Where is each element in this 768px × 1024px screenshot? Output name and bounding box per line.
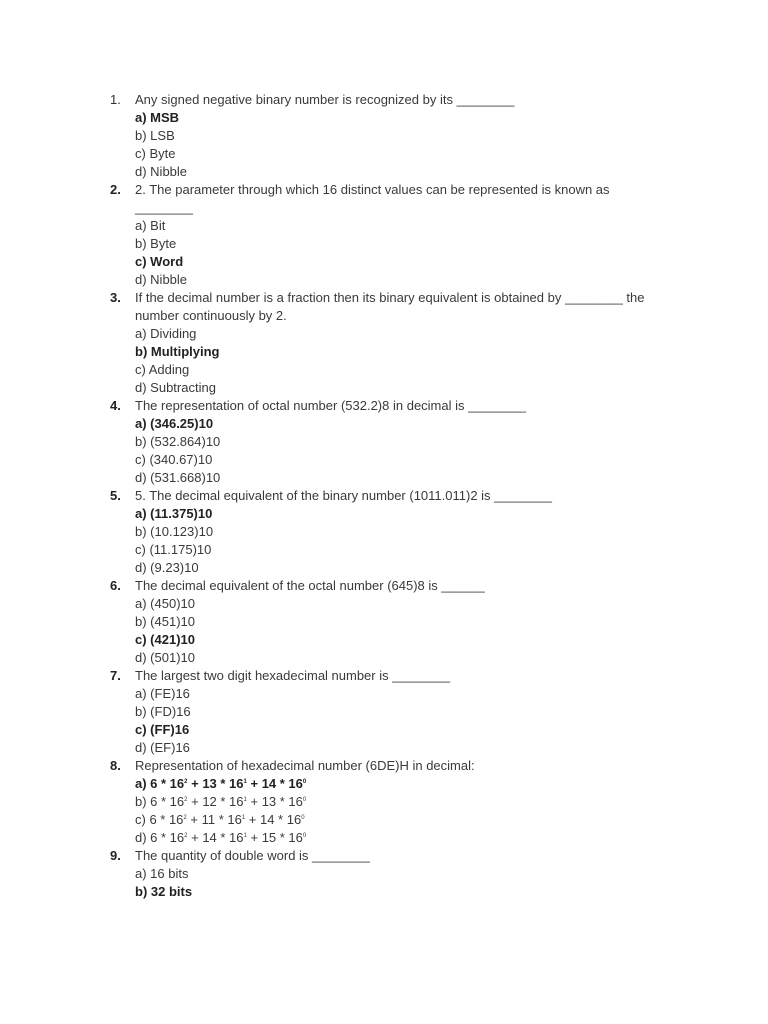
question-number: 5.	[110, 488, 121, 503]
question-text: If the decimal number is a fraction then its binary equivalent is obtained by ________ the number continuously by 2.	[135, 290, 645, 323]
question-number: 1.	[110, 92, 121, 107]
question-text: 5. The decimal equivalent of the binary number (1011.011)2 is ________	[135, 488, 552, 503]
question-item	[110, 667, 670, 757]
answer-option: d) Subtracting	[135, 380, 216, 395]
answer-option: b) (10.123)10	[135, 524, 214, 539]
answer-option: b) (FD)16	[135, 704, 191, 719]
question-number: 3.	[110, 290, 121, 305]
answer-option: b) (451)10	[135, 614, 195, 629]
answer-option: c) (11.175)10	[135, 542, 212, 557]
answer-option: d) Nibble	[135, 164, 188, 179]
answer-option: b) Byte	[135, 236, 177, 251]
question-item	[110, 847, 670, 901]
question-text: The quantity of double word is ________	[135, 848, 370, 863]
answer-option: b) (532.864)10	[135, 434, 221, 449]
correct-answer-option: a) MSB	[135, 110, 180, 125]
answer-option: c) $6 * 16^2 + 11 * 16^1 + 14 * 16^0$	[135, 812, 305, 827]
question-item	[110, 487, 670, 577]
answer-option: a) (450)10	[135, 596, 195, 611]
question-item	[110, 577, 670, 667]
correct-answer-option: a) (11.375)10	[135, 506, 213, 521]
question-item	[110, 181, 670, 289]
question-item	[110, 91, 670, 181]
answer-option: c) (340.67)10	[135, 452, 213, 467]
question-item	[110, 397, 670, 487]
correct-answer-option: a) (346.25)10	[135, 416, 214, 431]
answer-option: d) (501)10	[135, 650, 195, 665]
question-text: The largest two digit hexadecimal number is ________	[135, 668, 451, 683]
answer-option: c) Byte	[135, 146, 176, 161]
correct-answer-option: b) 32 bits	[135, 884, 193, 899]
correct-answer-option: a) $6 * 16^2 + 13 * 16^1 + 14 * 16^0$	[135, 776, 307, 791]
answer-option: a) (FE)16	[135, 686, 190, 701]
question-number: 7.	[110, 668, 121, 683]
correct-answer-option: c) (421)10	[135, 632, 195, 647]
correct-answer-option: c) (FF)16	[135, 722, 190, 737]
answer-option: d) (9.23)10	[135, 560, 199, 575]
answer-option: a) 16 bits	[135, 866, 189, 881]
correct-answer-option: b) Multiplying	[135, 344, 220, 359]
question-item	[110, 757, 670, 847]
question-item	[110, 289, 670, 397]
question-text: The representation of octal number (532.2)8 in decimal is ________	[135, 398, 526, 413]
question-number: 8.	[110, 758, 121, 773]
quiz-list	[110, 91, 670, 901]
question-text: Any signed negative binary number is recognized by its ________	[135, 92, 515, 107]
question-text: The decimal equivalent of the octal number (645)8 is ______	[135, 578, 485, 593]
question-text: 2. The parameter through which 16 distinct values can be represented is known as ________	[135, 182, 610, 215]
question-number: 2.	[110, 182, 121, 197]
answer-option: d) (531.668)10	[135, 470, 221, 485]
question-text: Representation of hexadecimal number (6DE)H in decimal:	[135, 758, 475, 773]
correct-answer-option: c) Word	[135, 254, 184, 269]
answer-option: a) Dividing	[135, 326, 197, 341]
answer-option: d) Nibble	[135, 272, 188, 287]
answer-option: d) $6 * 16^2 + 14 * 16^1 + 15 * 16^0$	[135, 830, 307, 845]
question-number: 4.	[110, 398, 121, 413]
answer-option: b) $6 * 16^2 + 12 * 16^1 + 13 * 16^0$	[135, 794, 307, 809]
answer-option: c) Adding	[135, 362, 190, 377]
answer-option: d) (EF)16	[135, 740, 190, 755]
answer-option: a) Bit	[135, 218, 166, 233]
answer-option: b) LSB	[135, 128, 175, 143]
question-number: 9.	[110, 848, 121, 863]
question-number: 6.	[110, 578, 121, 593]
